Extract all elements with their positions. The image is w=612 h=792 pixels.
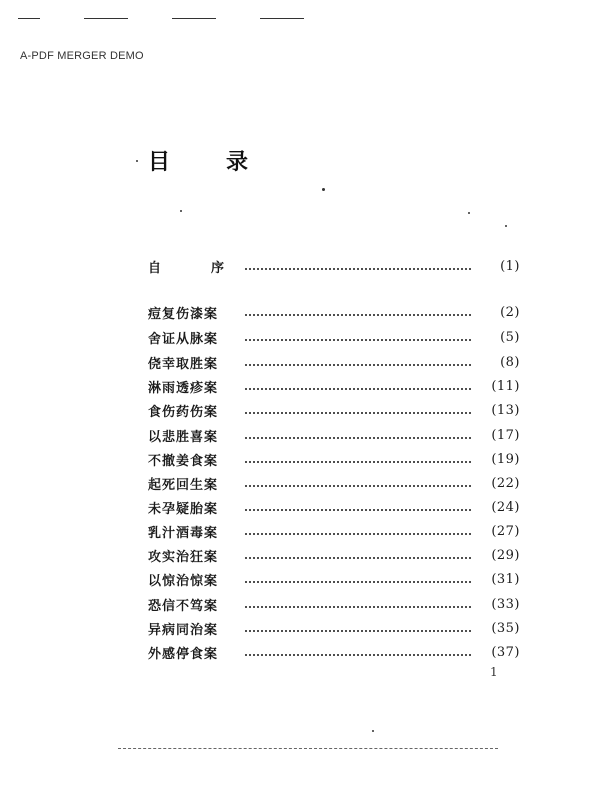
toc-row[interactable]	[148, 545, 520, 565]
toc-page: (13)	[491, 402, 520, 418]
toc-label: 痘复伤漆案	[148, 306, 219, 322]
dot-leader	[244, 314, 472, 316]
scan-speck	[468, 212, 470, 214]
toc-label: 自 序	[148, 260, 225, 276]
toc-row[interactable]	[148, 352, 520, 372]
toc-label: 舍证从脉案	[148, 331, 219, 347]
toc-label: 以惊治惊案	[148, 573, 219, 589]
toc-label: 起死回生案	[148, 477, 219, 493]
header-rule-1	[18, 18, 40, 19]
toc-row[interactable]	[148, 618, 520, 638]
dot-leader	[244, 461, 472, 463]
dot-leader	[244, 412, 472, 414]
dot-leader	[244, 485, 472, 487]
header-rule-4	[260, 18, 304, 19]
toc-page: (33)	[491, 596, 520, 612]
toc-row[interactable]	[148, 497, 520, 517]
toc-label: 攻实治狂案	[148, 549, 219, 565]
toc-page: (8)	[500, 354, 520, 370]
dot-leader	[244, 630, 472, 632]
header-rule-2	[84, 18, 128, 19]
toc-page: (27)	[491, 523, 520, 539]
toc-page: (22)	[491, 475, 520, 491]
scan-speck	[322, 188, 325, 191]
title-char-1: 目	[148, 150, 171, 175]
toc-page: (35)	[491, 620, 520, 636]
toc-page: (29)	[491, 547, 520, 563]
dot-leader	[244, 268, 472, 270]
toc-page: (37)	[491, 644, 520, 660]
title-char-2: 录	[226, 150, 249, 175]
toc-row-preface[interactable]	[148, 256, 520, 276]
scan-speck	[136, 160, 138, 162]
toc-row[interactable]	[148, 642, 520, 662]
toc-label: 不撤姜食案	[148, 453, 219, 469]
toc-row[interactable]	[148, 449, 520, 469]
toc-label: 淋雨透疹案	[148, 380, 219, 396]
toc-page: (19)	[491, 451, 520, 467]
toc-page: (11)	[491, 378, 520, 394]
dot-leader	[244, 557, 472, 559]
watermark-text: A-PDF MERGER DEMO	[20, 50, 144, 62]
scan-speck	[505, 225, 507, 227]
toc-row[interactable]	[148, 425, 520, 445]
toc-label: 外感停食案	[148, 646, 219, 662]
toc-page: (17)	[491, 427, 520, 443]
dot-leader	[244, 339, 472, 341]
toc-page: (5)	[500, 329, 520, 345]
page-number: 1	[490, 665, 498, 679]
toc-row[interactable]	[148, 376, 520, 396]
toc-label: 未孕疑胎案	[148, 501, 219, 517]
toc-page: (31)	[491, 571, 520, 587]
toc-label: 乳汁酒毒案	[148, 525, 219, 541]
dot-leader	[244, 509, 472, 511]
dot-leader	[244, 364, 472, 366]
header-rule-3	[172, 18, 216, 19]
toc-row[interactable]	[148, 473, 520, 493]
toc-row[interactable]	[148, 327, 520, 347]
toc-row[interactable]	[148, 521, 520, 541]
toc-row[interactable]	[148, 594, 520, 614]
toc-row[interactable]	[148, 400, 520, 420]
scan-speck	[372, 730, 374, 732]
dot-leader	[244, 388, 472, 390]
toc-row[interactable]	[148, 302, 520, 322]
toc-row[interactable]	[148, 569, 520, 589]
toc-page: (24)	[491, 499, 520, 515]
toc-label: 食伤药伤案	[148, 404, 219, 420]
toc-label: 以悲胜喜案	[148, 429, 219, 445]
toc-label: 侥幸取胜案	[148, 356, 219, 372]
dot-leader	[244, 654, 472, 656]
dot-leader	[244, 437, 472, 439]
scan-speck	[180, 210, 182, 212]
toc-label: 恐信不笃案	[148, 598, 219, 614]
dot-leader	[244, 581, 472, 583]
toc-page: (1)	[500, 258, 520, 274]
toc-page: (2)	[500, 304, 520, 320]
dot-leader	[244, 533, 472, 535]
dot-leader	[244, 606, 472, 608]
footer-rule	[118, 748, 498, 749]
toc-label: 异病同治案	[148, 622, 219, 638]
